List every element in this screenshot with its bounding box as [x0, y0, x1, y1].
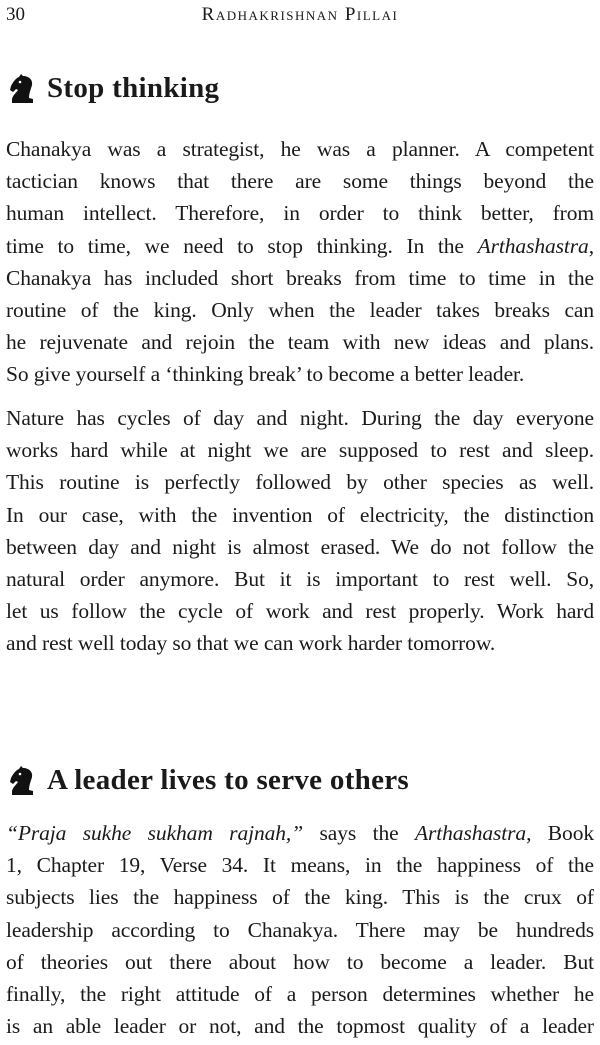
paragraph	[6, 402, 594, 660]
section-heading-leader-serves	[8, 764, 409, 797]
chess-knight-icon	[8, 766, 36, 796]
paragraph	[6, 817, 594, 1042]
text-line: routine of the king. Only when the leader takes breaks can	[6, 297, 594, 322]
text-line: and rest well today so that we can work harder tomorrow.	[6, 631, 496, 656]
section-heading-stop-thinking	[8, 72, 219, 105]
chess-knight-icon	[8, 74, 36, 104]
text-line: leadership according to Chanakya. There may be hundreds	[6, 917, 594, 942]
text-line: time to time, we need to stop thinking. In the Arthashastra,	[6, 233, 594, 258]
text-line: tactician knows that there are some things beyond the	[6, 169, 594, 194]
section-heading-text: Stop thinking	[47, 72, 220, 104]
text-line: So give yourself a ‘thinking break’ to become a better leader.	[6, 362, 525, 387]
text-line: natural order anymore. But it is important to rest well. So,	[6, 566, 594, 591]
text-line: Nature has cycles of day and night. During the day everyone	[6, 406, 594, 430]
text-line: Chanakya has included short breaks from time to time in the	[6, 265, 594, 290]
text-line: of theories out there about how to become a leader. But	[6, 949, 594, 974]
text-line: 1, Chapter 19, Verse 34. It means, in the happiness of the	[6, 853, 594, 878]
text-line: “Praja sukhe sukham rajnah,” says the Arthashastra, Book	[6, 821, 594, 845]
text-line: is an able leader or not, and the topmost quality of a leader	[6, 1014, 594, 1039]
text-line: works hard while at night we are supposed to rest and sleep.	[6, 438, 594, 463]
page-number: 30	[6, 4, 25, 25]
text-line: subjects lies the happiness of the king. This is the crux of	[6, 885, 594, 910]
text-line: finally, the right attitude of a person determines whether he	[6, 981, 594, 1006]
text-line: Chanakya was a strategist, he was a planner. A competent	[6, 137, 594, 161]
section-heading-text: A leader lives to serve others	[47, 764, 410, 796]
text-line: human intellect. Therefore, in order to think better, from	[6, 201, 594, 226]
paragraph	[6, 133, 594, 391]
running-title: Radhakrishnan Pillai	[201, 4, 399, 25]
running-head	[6, 4, 594, 34]
text-line: between day and night is almost erased. We do not follow the	[6, 534, 594, 559]
text-line: he rejuvenate and rejoin the team with new ideas and plans.	[6, 330, 594, 355]
text-line: In our case, with the invention of electricity, the distinction	[6, 502, 594, 527]
text-line: let us follow the cycle of work and rest properly. Work hard	[6, 599, 594, 624]
text-line: This routine is perfectly followed by other species as well.	[6, 470, 594, 495]
